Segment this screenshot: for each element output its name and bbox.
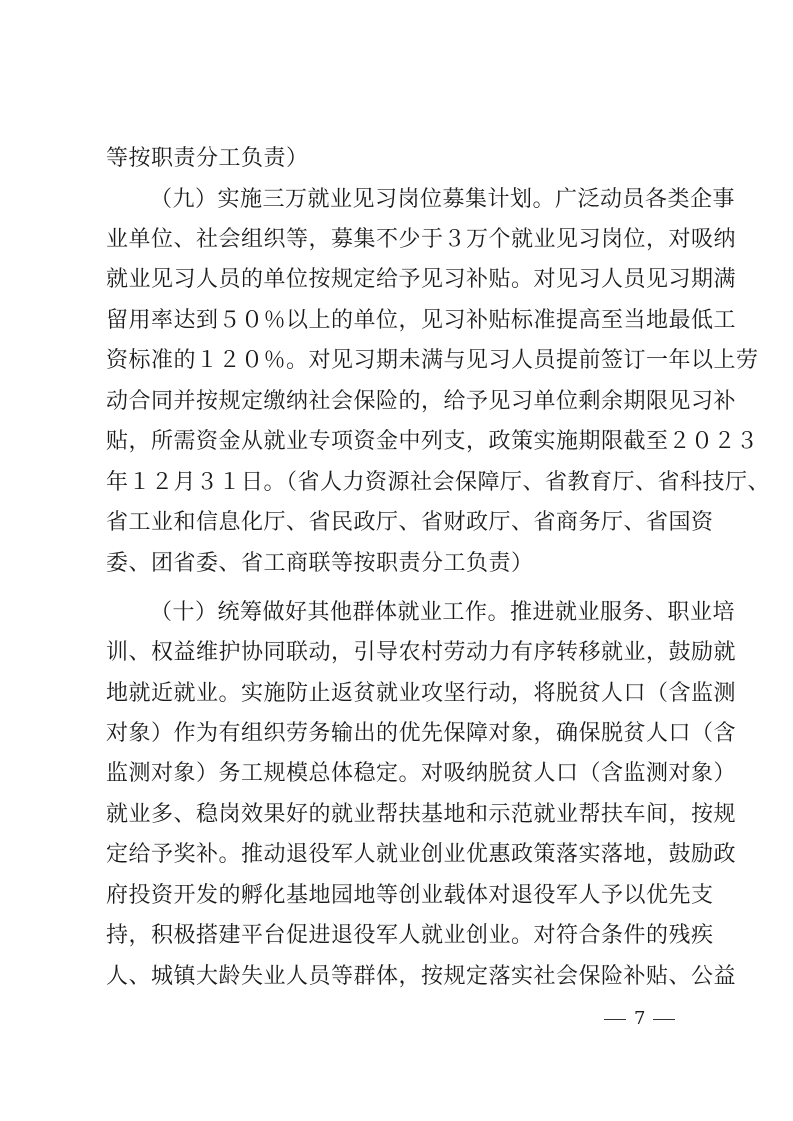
- text-line: 等按职责分工负责）: [106, 146, 309, 171]
- text-line: 留用率达到５０％以上的单位，见习补贴标准提高至当地最低工: [106, 308, 737, 333]
- footer-dash-left: [604, 1019, 626, 1020]
- text-line: 就业多、稳岗效果好的就业帮扶基地和示范就业帮扶车间，按规: [106, 802, 737, 827]
- text-line: 就业见习人员的单位按规定给予见习补贴。对见习人员见习期满: [106, 267, 737, 292]
- text-line: 地就近就业。实施防止返贫就业攻坚行动，将脱贫人口（含监测: [106, 681, 737, 706]
- text-line: 动合同并按规定缴纳社会保险的，给予见习单位剩余期限见习补: [106, 389, 737, 414]
- text-line: 业单位、社会组织等，募集不少于３万个就业见习岗位，对吸纳: [106, 227, 737, 252]
- text-line: 资标准的１２０％。对见习期未满与见习人员提前签订一年以上劳: [106, 348, 759, 373]
- page-footer: [596, 1007, 683, 1031]
- text-line: 定给予奖补。推动退役军人就业创业优惠政策落实落地，鼓励政: [106, 842, 737, 867]
- text-line: 贴，所需资金从就业专项资金中列支，政策实施期限截至２０２３: [106, 429, 759, 454]
- text-line: 持，积极搭建平台促进退役军人就业创业。对符合条件的残疾: [106, 923, 714, 948]
- text-line: 省工业和信息化厅、省民政厅、省财政厅、省商务厅、省国资: [106, 510, 714, 535]
- text-line: 府投资开发的孵化基地园地等创业载体对退役军人予以优先支: [106, 883, 714, 908]
- section-heading-line: （十）统筹做好其他群体就业工作。推进就业服务、职业培: [150, 600, 736, 625]
- text-line: 监测对象）务工规模总体稳定。对吸纳脱贫人口（含监测对象）: [106, 761, 737, 786]
- text-line: 对象）作为有组织劳务输出的优先保障对象，确保脱贫人口（含: [106, 721, 737, 746]
- footer-dash-right: [653, 1019, 675, 1020]
- text-line: 人、城镇大龄失业人员等群体，按规定落实社会保险补贴、公益: [106, 964, 737, 989]
- page-number: 7: [634, 1008, 646, 1029]
- text-line: 训、权益维护协同联动，引导农村劳动力有序转移就业，鼓励就: [106, 640, 737, 665]
- text-line: 委、团省委、省工商联等按职责分工负责）: [106, 551, 534, 576]
- section-heading-line: （九）实施三万就业见习岗位募集计划。广泛动员各类企事: [150, 187, 736, 212]
- text-line: 年１２月３１日。（省人力资源社会保障厅、省教育厅、省科技厅、: [106, 470, 771, 495]
